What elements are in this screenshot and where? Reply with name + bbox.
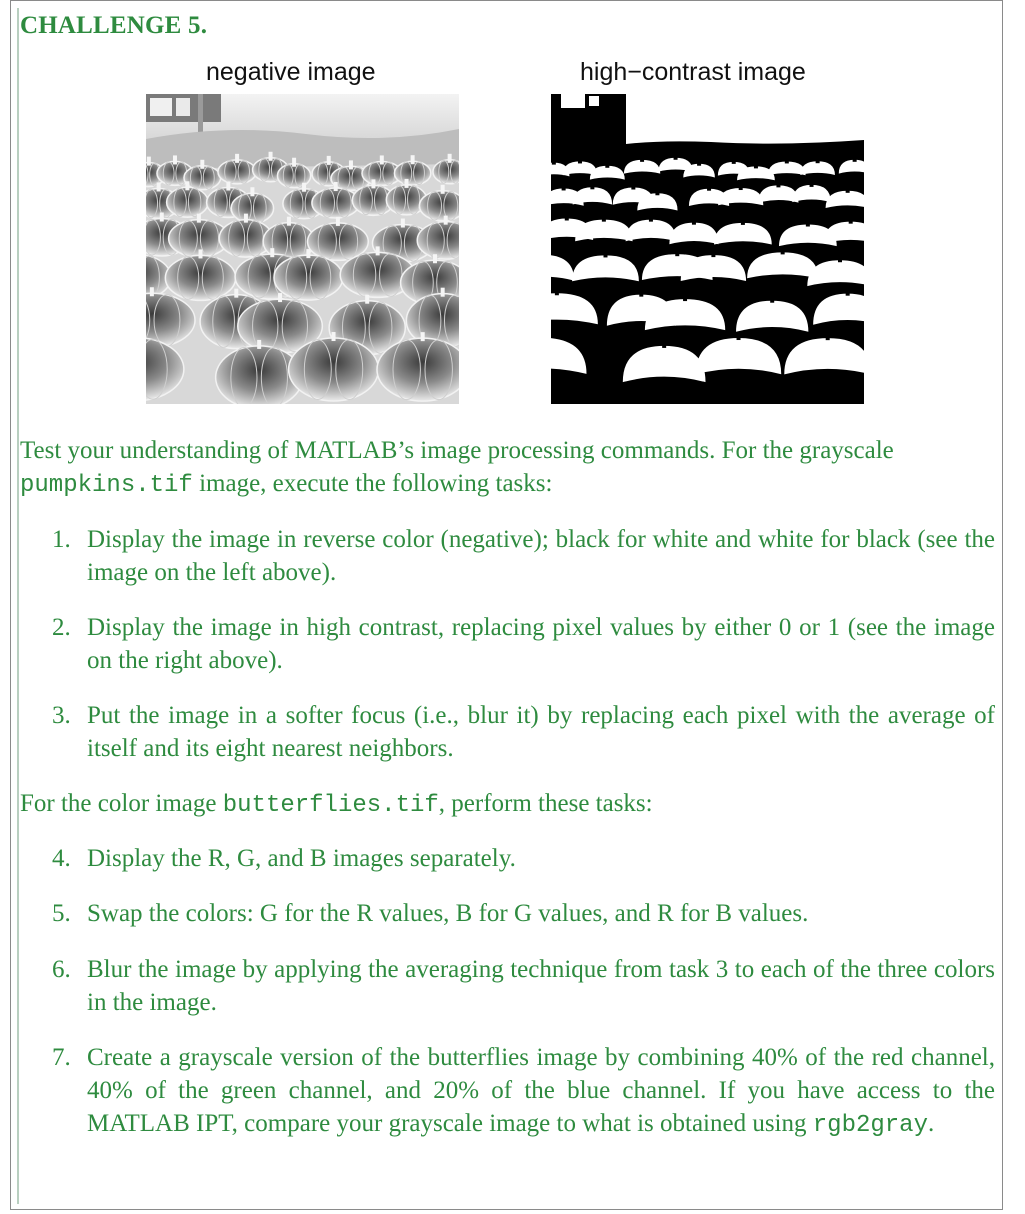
- pumpkin-stem: [853, 155, 857, 162]
- pumpkin-stem: [849, 217, 853, 224]
- pumpkin-stem: [655, 188, 659, 195]
- pumpkin-stem: [380, 155, 384, 164]
- task7-text: Create a grayscale version of the butterflies image by combining 40% of the red channel, 40% of the green channel, and 20% of the blue channel. If you have access to the MATLAB IPT, compare your grayscale image to what is obtained using: [87, 1044, 995, 1137]
- pumpkin-stem: [692, 218, 696, 225]
- intro-paragraph: [20, 434, 995, 502]
- pumpkin-stem: [173, 155, 177, 164]
- pumpkin-stem: [662, 341, 666, 348]
- pumpkin-stem: [565, 213, 569, 220]
- pumpkin-shape: [165, 255, 235, 300]
- pumpkin-stem: [441, 288, 445, 297]
- pumpkin-stem: [185, 181, 189, 190]
- negative-image-caption: negative image: [206, 58, 376, 86]
- task-text: Display the image in high contrast, replacing pixel values by either 0 or 1 (see the image on the right above).: [87, 614, 995, 674]
- pumpkin-stem: [649, 215, 653, 222]
- pumpkin-stem: [287, 217, 291, 226]
- task-item: [52, 611, 995, 677]
- pumpkin-stem: [278, 293, 282, 302]
- task-number: 1.: [52, 526, 71, 553]
- pumpkin-stem: [602, 215, 606, 222]
- pumpkin-stem: [147, 157, 151, 166]
- task-item: [52, 523, 995, 589]
- intro-text-2: image, execute the following tasks:: [192, 470, 553, 497]
- pumpkin-stem: [441, 185, 445, 194]
- task-text: Swap the colors: G for the R values, B for G values, and R for B values.: [87, 900, 809, 927]
- pumpkin-shape: [167, 187, 209, 217]
- challenge-title: CHALLENGE 5.: [20, 12, 208, 39]
- pumpkin-stem: [683, 294, 687, 301]
- pumpkin-stem: [640, 155, 644, 162]
- pumpkin-stem: [200, 160, 204, 169]
- pumpkin-stem: [605, 161, 609, 168]
- pumpkin-stem: [754, 161, 758, 168]
- rgb2gray-code: rgb2gray: [812, 1112, 928, 1139]
- pumpkin-stem: [365, 295, 369, 304]
- pumpkin-stem: [810, 180, 814, 187]
- pumpkin-stem: [732, 157, 736, 164]
- pumpkin-stem: [292, 158, 296, 167]
- pumpkin-stem: [826, 333, 830, 340]
- task-number: 7.: [52, 1044, 71, 1071]
- pumpkin-stem: [785, 156, 789, 163]
- pumpkin-stem: [675, 249, 679, 256]
- pumpkin-stem: [197, 214, 201, 223]
- pumpkin-stem: [371, 179, 375, 188]
- pumpkin-shape: [184, 166, 221, 190]
- pumpkin-shape: [218, 160, 256, 184]
- pumpkin-stem: [707, 184, 711, 191]
- color-intro-paragraph: [20, 787, 995, 822]
- pumpkin-stem: [250, 187, 254, 196]
- pumpkin-stem: [332, 332, 336, 341]
- pumpkin-stem: [816, 156, 820, 163]
- task-number: 2.: [52, 614, 71, 641]
- pumpkin-stem: [226, 182, 230, 191]
- pumpkin-stem: [334, 182, 338, 191]
- task7-end: .: [927, 1110, 935, 1137]
- pumpkin-shape: [231, 193, 273, 223]
- intro-text-1: Test your understanding of MATLAB’s image processing commands. For the grayscale: [20, 437, 894, 464]
- pumpkin-stem: [269, 152, 273, 161]
- pumpkin-stem: [160, 212, 164, 221]
- pumpkin-stem: [846, 186, 850, 193]
- pumpkin-stem: [846, 289, 850, 296]
- pumpkin-stem: [405, 179, 409, 188]
- pumpkin-stem: [739, 183, 743, 190]
- pumpkin-stem: [552, 158, 556, 165]
- pumpkin-stem: [257, 340, 261, 349]
- intro-filename-code: pumpkins.tif: [20, 472, 193, 499]
- pumpkin-stem: [234, 289, 238, 298]
- pumpkin-stem: [562, 183, 566, 190]
- pumpkin-stem: [376, 246, 380, 255]
- pumpkin-stem: [711, 250, 715, 257]
- pumpkin-stem: [270, 248, 274, 257]
- task-item: [52, 842, 995, 875]
- color-intro-filename-code: butterflies.tif: [222, 792, 439, 819]
- pumpkin-shape: [377, 338, 459, 401]
- high-contrast-pumpkins-graphic: [551, 94, 864, 404]
- pumpkin-shape: [274, 255, 343, 300]
- pumpkin-stem: [631, 183, 635, 190]
- pumpkin-stem: [448, 154, 452, 163]
- pumpkin-shape: [433, 160, 459, 184]
- pumpkin-stem: [781, 247, 785, 254]
- task-number: 4.: [52, 845, 71, 872]
- task-item: [52, 953, 995, 1019]
- negative-pumpkins-image: [146, 94, 459, 404]
- pumpkin-stem: [770, 296, 774, 303]
- task-item: [52, 1041, 995, 1142]
- pumpkin-stem: [555, 288, 559, 295]
- pumpkin-stem: [306, 249, 310, 258]
- pumpkin-stem: [157, 182, 161, 191]
- task-text: Blur the image by applying the averaging technique from task 3 to each of the three colors in the image.: [87, 956, 995, 1016]
- pumpkin-stem: [421, 332, 425, 341]
- task-number: 5.: [52, 900, 71, 927]
- task-number: 6.: [52, 956, 71, 983]
- high-contrast-pumpkins-image: [551, 94, 864, 404]
- pumpkin-stem: [737, 333, 741, 340]
- pumpkin-stem: [327, 156, 331, 165]
- task-text: Put the image in a softer focus (i.e., blur it) by replacing each pixel with the average of itself and its eight nearest neighbors.: [87, 702, 995, 762]
- pumpkin-shape: [394, 161, 430, 185]
- pumpkin-stem: [578, 156, 582, 163]
- color-intro-text-1: For the color image: [20, 790, 223, 817]
- pumpkin-stem: [401, 219, 405, 228]
- pumpkin-stem: [639, 290, 643, 297]
- task-text: [87, 1041, 995, 1142]
- high-contrast-image-caption: high−contrast image: [580, 58, 806, 86]
- task-item: [52, 897, 995, 930]
- pumpkin-shape: [289, 338, 379, 401]
- pumpkin-stem: [433, 254, 437, 263]
- pumpkin-stem: [349, 160, 353, 169]
- pumpkin-stem: [674, 153, 678, 160]
- pumpkin-stem: [150, 287, 154, 296]
- pumpkin-stem: [336, 217, 340, 226]
- task-number: 3.: [52, 702, 71, 729]
- pumpkin-stem: [697, 159, 701, 166]
- pumpkin-stem: [444, 216, 448, 225]
- pumpkin-stem: [590, 182, 594, 189]
- pumpkin-stem: [603, 250, 607, 257]
- pumpkin-stem: [806, 220, 810, 227]
- pumpkin-stem: [244, 214, 248, 223]
- color-intro-text-2: , perform these tasks:: [438, 790, 653, 817]
- negative-pumpkins-graphic: [146, 94, 459, 404]
- task-item: [52, 699, 995, 765]
- box-accent-line: [17, 8, 19, 1204]
- pumpkin-stem: [235, 154, 239, 163]
- task-text: Display the image in reverse color (negative); black for white and white for black (see the image on the left above).: [87, 526, 995, 586]
- pumpkin-stem: [838, 255, 842, 262]
- pumpkin-stem: [411, 155, 415, 164]
- task-text: Display the R, G, and B images separately.: [87, 845, 516, 872]
- pumpkin-stem: [198, 249, 202, 258]
- pumpkin-stem: [302, 183, 306, 192]
- pumpkin-stem: [776, 180, 780, 187]
- pumpkin-stem: [741, 218, 745, 225]
